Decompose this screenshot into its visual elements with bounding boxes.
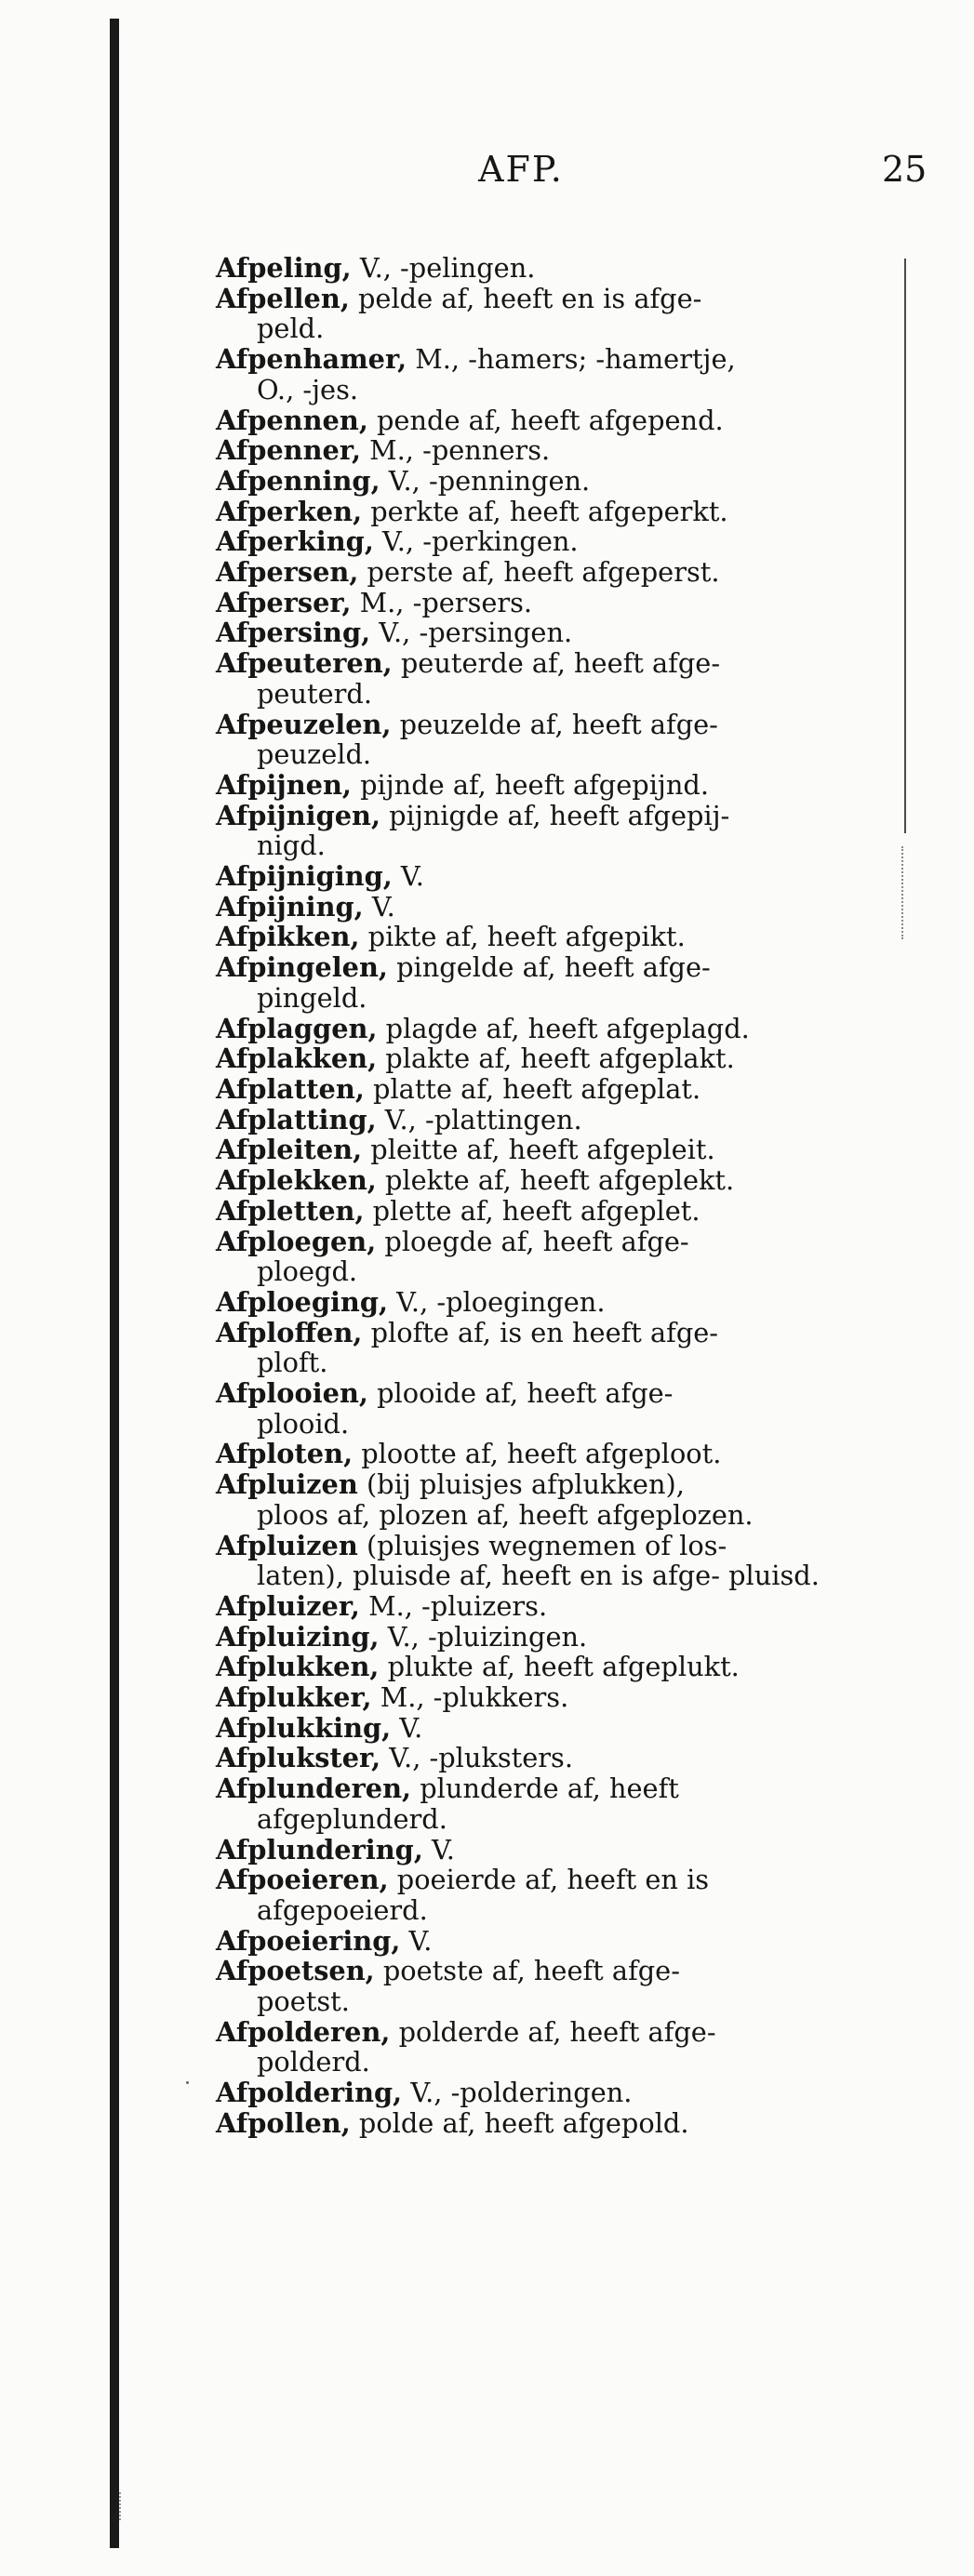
- entry-headword: Afplakken,: [216, 1042, 378, 1075]
- entry-continuation: polderd.: [257, 2046, 370, 2078]
- dictionary-entry: [216, 892, 893, 923]
- entry-continuation: O., -jes.: [257, 373, 359, 405]
- entry-continuation: ploft.: [257, 1347, 328, 1379]
- dictionary-entry: [216, 617, 893, 648]
- dictionary-entry: [216, 861, 893, 892]
- dictionary-entry: [216, 1652, 893, 1682]
- entry-headword: Afperken,: [216, 495, 363, 527]
- entry-headword: Afpletten,: [216, 1194, 365, 1227]
- dictionary-entry: [216, 922, 893, 952]
- dictionary-entry: [216, 1318, 893, 1378]
- entry-definition: M., -penners.: [360, 434, 551, 467]
- dictionary-entry: [216, 466, 893, 497]
- entry-continuation: afgeplunderd.: [257, 1802, 447, 1835]
- entry-definition: (bij pluisjes afplukken),: [357, 1468, 685, 1501]
- column-rule-dotted: [901, 846, 907, 939]
- entry-definition: pelde af, heeft en is afge-: [349, 282, 702, 314]
- dictionary-entry: [216, 253, 893, 284]
- entry-continuation: peld.: [257, 312, 325, 345]
- dictionary-entry: [216, 1165, 893, 1196]
- entry-definition: plooide af, heeft afge-: [367, 1377, 674, 1410]
- entry-definition: plette af, heeft afgeplet.: [364, 1194, 700, 1227]
- dictionary-entry: [216, 1865, 893, 1925]
- entry-definition: M., -hamers; -hamertje,: [407, 343, 736, 376]
- dictionary-entry: [216, 1196, 893, 1227]
- entry-continuation: peuzeld.: [257, 738, 372, 771]
- entry-continuation: poetst.: [257, 1985, 350, 2018]
- entry-definition: V.: [422, 1833, 455, 1866]
- entry-headword: Afplukster,: [216, 1742, 381, 1774]
- entry-headword: Afplaggen,: [216, 1012, 378, 1044]
- entry-list: [216, 253, 893, 2139]
- entry-definition: pingelde af, heeft afge-: [387, 951, 711, 984]
- entry-headword: Afplukking,: [216, 1711, 392, 1744]
- entry-definition: M., -pluizers.: [359, 1589, 548, 1622]
- page-header-title: AFP.: [478, 149, 564, 190]
- entry-headword: Afpenner,: [216, 434, 361, 467]
- entry-headword: Afploeging,: [216, 1285, 389, 1318]
- entry-headword: Afploegen,: [216, 1225, 377, 1257]
- entry-definition: V., -plattingen.: [376, 1103, 582, 1135]
- dictionary-entry: [216, 1743, 893, 1773]
- entry-headword: Afpijnigen,: [216, 799, 381, 831]
- dictionary-entry: [216, 344, 893, 405]
- entry-continuation: ploegd.: [257, 1255, 358, 1288]
- entry-headword: Afplatten,: [216, 1072, 365, 1105]
- entry-headword: Afperser,: [216, 586, 352, 618]
- entry-definition: (pluisjes wegnemen of los-: [357, 1529, 727, 1561]
- dictionary-entry: [216, 1439, 893, 1469]
- entry-headword: Afploten,: [216, 1438, 354, 1470]
- entry-definition: pijnde af, heeft afgepijnd.: [351, 768, 709, 801]
- entry-definition: pikte af, heeft afgepikt.: [359, 921, 686, 953]
- entry-definition: M., -persers.: [351, 586, 533, 618]
- entry-headword: Afpeling,: [216, 252, 352, 284]
- dictionary-entry: [216, 2078, 893, 2108]
- entry-headword: Afpeuteren,: [216, 647, 393, 680]
- dictionary-entry: [216, 435, 893, 466]
- entry-definition: V., -pelingen.: [351, 252, 536, 284]
- entry-definition: V.: [400, 1924, 433, 1957]
- entry-continuation: pingeld.: [257, 981, 367, 1014]
- entry-headword: Afpeuzelen,: [216, 708, 392, 740]
- dictionary-entry: [216, 588, 893, 618]
- entry-headword: Afpluizing,: [216, 1620, 380, 1653]
- entry-definition: pleitte af, heeft afgepleit.: [362, 1134, 715, 1166]
- entry-definition: V., -pluizingen.: [379, 1620, 588, 1653]
- dictionary-entry: [216, 770, 893, 801]
- entry-definition: V.: [391, 1711, 423, 1744]
- entry-definition: V., -penningen.: [380, 464, 591, 497]
- entry-headword: Afpluizen: [216, 1468, 358, 1501]
- entry-definition: peuterde af, heeft afge-: [392, 647, 721, 680]
- entry-definition: poetste af, heeft afge-: [374, 1955, 680, 1987]
- entry-headword: Afpennen,: [216, 404, 368, 436]
- dictionary-entry: [216, 1135, 893, 1165]
- entry-definition: pende af, heeft afgepend.: [367, 404, 724, 436]
- entry-headword: Afperking,: [216, 525, 374, 558]
- entry-definition: plukte af, heeft afgeplukt.: [379, 1651, 740, 1683]
- dictionary-entry: [216, 2108, 893, 2139]
- dictionary-entry: [216, 710, 893, 770]
- entry-definition: platte af, heeft afgeplat.: [364, 1072, 701, 1105]
- entry-headword: Afpellen,: [216, 282, 350, 314]
- entry-definition: pijnigde af, heeft afgepij-: [380, 799, 730, 831]
- entry-headword: Afpoeiering,: [216, 1924, 401, 1957]
- entry-definition: ploegde af, heeft afge-: [376, 1225, 689, 1257]
- entry-definition: plofte af, is en heeft afge-: [362, 1316, 719, 1348]
- entry-headword: Afpluizer,: [216, 1589, 360, 1622]
- entry-headword: Afplunderen,: [216, 1773, 412, 1805]
- entry-headword: Afpoeieren,: [216, 1864, 389, 1896]
- dictionary-entry: [216, 1713, 893, 1744]
- entry-definition: polderde af, heeft afge-: [390, 2015, 716, 2048]
- dictionary-entry: [216, 1105, 893, 1135]
- entry-headword: Afplukken,: [216, 1651, 380, 1683]
- entry-headword: Afplatting,: [216, 1103, 377, 1135]
- entry-headword: Afpollen,: [216, 2106, 351, 2139]
- entry-continuation: afgepoeierd.: [257, 1893, 428, 1926]
- dictionary-entry: [216, 497, 893, 527]
- entry-headword: Afpersing,: [216, 617, 371, 649]
- entry-definition: perkte af, heeft afgeperkt.: [362, 495, 728, 527]
- entry-definition: V.: [392, 860, 424, 893]
- entry-definition: V., -pluksters.: [380, 1742, 573, 1774]
- entry-headword: Afplekken,: [216, 1164, 377, 1197]
- dictionary-entry: [216, 1287, 893, 1318]
- entry-definition: peuzelde af, heeft afge-: [391, 708, 718, 740]
- dictionary-entry: [216, 1531, 893, 1591]
- dictionary-entry: [216, 1043, 893, 1074]
- dictionary-entry: [216, 1956, 893, 2016]
- entry-definition: plakte af, heeft afgeplakt.: [377, 1042, 735, 1075]
- entry-headword: Afplundering,: [216, 1833, 423, 1866]
- dictionary-entry: [216, 1622, 893, 1653]
- entry-headword: Afpoldering,: [216, 2077, 403, 2109]
- entry-definition: perste af, heeft afgeperst.: [358, 556, 720, 589]
- entry-definition: V., -perkingen.: [373, 525, 579, 558]
- entry-headword: Afplukker,: [216, 1681, 372, 1714]
- entry-definition: V., -ploegingen.: [388, 1285, 606, 1318]
- entry-continuation: plooid.: [257, 1407, 350, 1440]
- entry-continuation: nigd.: [257, 830, 326, 862]
- entry-definition: V., -polderingen.: [402, 2077, 633, 2109]
- entry-definition: plekte af, heeft afgeplekt.: [376, 1164, 735, 1197]
- dictionary-entry: [216, 2017, 893, 2078]
- entry-definition: M., -plukkers.: [371, 1681, 569, 1714]
- dictionary-entry: [216, 1469, 893, 1530]
- dictionary-entry: [216, 1835, 893, 1866]
- dictionary-entry: [216, 405, 893, 436]
- entry-definition: plunderde af, heeft: [411, 1773, 679, 1805]
- page-number: 25: [882, 149, 927, 190]
- entry-headword: Afpingelen,: [216, 951, 388, 984]
- entry-continuation: peuterd.: [257, 677, 372, 710]
- entry-headword: Afploffen,: [216, 1316, 363, 1348]
- dictionary-entry: [216, 1682, 893, 1713]
- binding-edge: [110, 19, 119, 2548]
- entry-definition: poeierde af, heeft en is: [388, 1864, 710, 1896]
- dictionary-entry: [216, 526, 893, 557]
- entry-definition: V.: [363, 890, 395, 923]
- dictionary-entry: [216, 284, 893, 344]
- entry-continuation: ploos af, plozen af, heeft afgeplozen.: [257, 1498, 754, 1531]
- dictionary-entry: [216, 801, 893, 861]
- entry-headword: Afplooien,: [216, 1377, 368, 1410]
- entry-headword: Afpenhamer,: [216, 343, 407, 376]
- dictionary-entry: [216, 1591, 893, 1622]
- entry-definition: V., -persingen.: [370, 617, 573, 649]
- entry-headword: Afpikken,: [216, 921, 360, 953]
- dictionary-entry: [216, 648, 893, 709]
- entry-definition: plagde af, heeft afgeplagd.: [377, 1012, 750, 1044]
- entry-headword: Afpijnen,: [216, 768, 352, 801]
- dictionary-entry: [216, 1074, 893, 1105]
- entry-headword: Afpluizen: [216, 1529, 358, 1561]
- entry-headword: Afpleiten,: [216, 1134, 363, 1166]
- entry-headword: Afpersen,: [216, 556, 359, 589]
- dictionary-entry: [216, 1926, 893, 1957]
- entry-continuation: laten), pluisde af, heeft en is afge- pluisd.: [257, 1560, 820, 1592]
- entry-headword: Afpoetsen,: [216, 1955, 375, 1987]
- dictionary-entry: [216, 1378, 893, 1439]
- entry-headword: Afpijniging,: [216, 860, 393, 893]
- entry-headword: Afpijning,: [216, 890, 364, 923]
- dictionary-entry: [216, 952, 893, 1013]
- entry-definition: polde af, heeft afgepold.: [350, 2106, 689, 2139]
- entry-definition: plootte af, heeft afgeploot.: [353, 1438, 722, 1470]
- dictionary-entry: [216, 1227, 893, 1287]
- entry-headword: Afpenning,: [216, 464, 380, 497]
- dictionary-entry: [216, 557, 893, 588]
- entry-headword: Afpolderen,: [216, 2015, 391, 2048]
- column-rule: [904, 259, 906, 833]
- dictionary-entry: [216, 1014, 893, 1044]
- print-speck: [186, 2081, 189, 2084]
- print-speck: [119, 2492, 124, 2520]
- dictionary-entry: [216, 1773, 893, 1834]
